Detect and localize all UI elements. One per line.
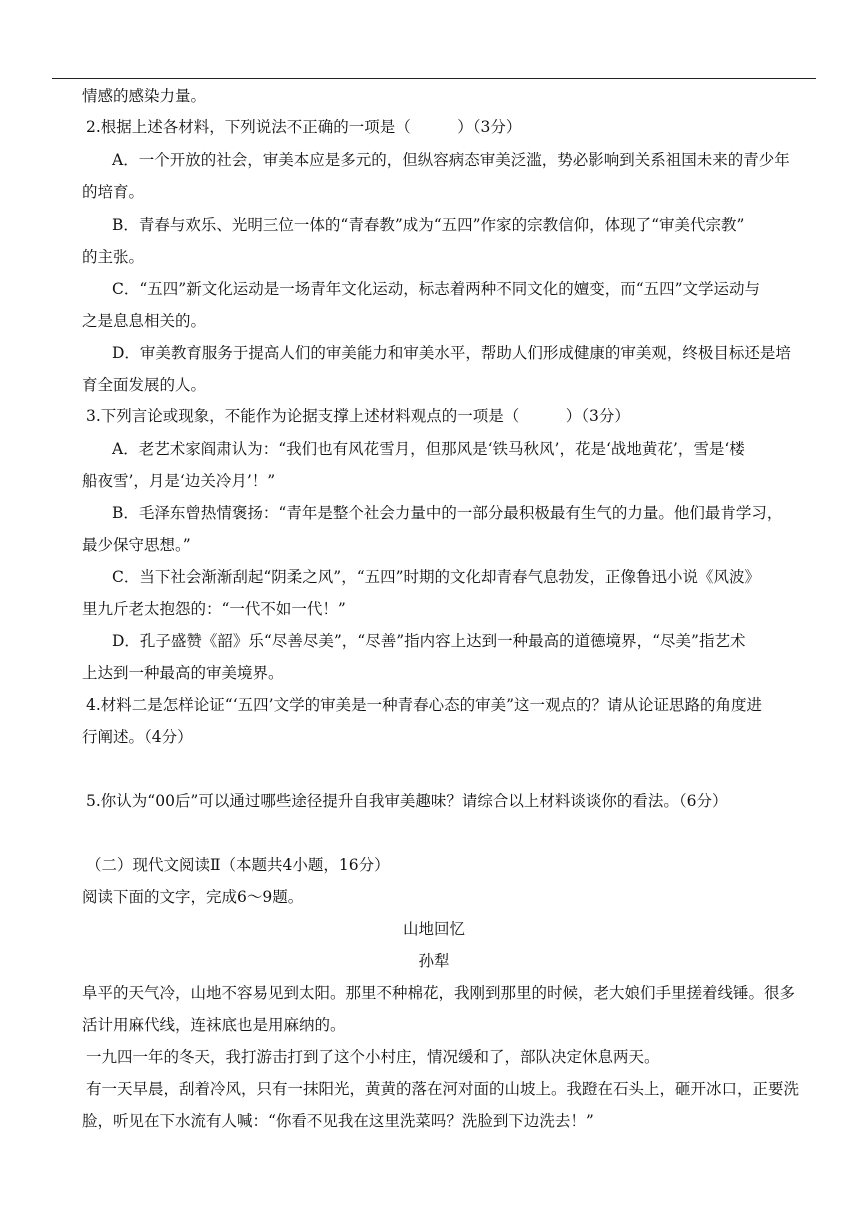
q3-option-d: D．孔子盛赞《韶》乐“尽善尽美”，“尽善”指内容上达到一种最高的道德境界，“尽美”指艺术: [112, 632, 746, 650]
text-line: 的培育。: [82, 183, 145, 201]
passage-paragraph: 阜平的天气冷，山地不容易见到太阳。那里不种棉花，我刚到那里的时候，老大娘们手里搓着线锤。很多: [82, 984, 796, 1002]
question-2: 2.根据上述各材料，下列说法不正确的一项是（ ）（3分）: [86, 118, 522, 136]
reading-instruction: 阅读下面的文字，完成6～9题。: [82, 888, 304, 906]
text-line: 船夜雪’，月是‘边关冷月’！”: [82, 472, 276, 490]
passage-title: 山地回忆: [402, 920, 465, 938]
question-4: 4.材料二是怎样论证“‘五四’文学的审美是一种青春心态的审美”这一观点的？请从论证思路的角度进: [86, 696, 762, 714]
text-line: 之是息息相关的。: [82, 312, 207, 330]
passage-author: 孙犁: [418, 952, 450, 970]
header-rule: [52, 78, 816, 79]
text-line: 里九斤老太抱怨的：“一代不如一代！”: [82, 600, 346, 618]
text-line: 脸，听见在下水流有人喊：“你看不见我在这里洗菜吗？洗脸到下边洗去！”: [82, 1112, 594, 1130]
text-line: 上达到一种最高的审美境界。: [82, 664, 284, 682]
q3-option-a: A．老艺术家阎肃认为：“我们也有风花雪月，但那风是‘铁马秋风’，花是‘战地黄花’，雪是‘楼: [112, 440, 745, 458]
q2-option-b: B．青春与欢乐、光明三位一体的“青春教”成为“五四”作家的宗教信仰，体现了“审美代宗教”: [112, 216, 745, 234]
text-line: 最少保守思想。”: [82, 536, 191, 554]
text-line: 活计用麻代线，连袜底也是用麻纳的。: [82, 1016, 346, 1034]
text-line: 情感的感染力量。: [82, 87, 207, 105]
passage-paragraph: 一九四一年的冬天，我打游击打到了这个小村庄，情况缓和了，部队决定休息两天。: [86, 1048, 660, 1066]
q3-option-b: B．毛泽东曾热情褒扬：“青年是整个社会力量中的一部分最积极最有生气的力量。他们最肯学习，: [112, 504, 783, 522]
q2-option-d: D．审美教育服务于提高人们的审美能力和审美水平，帮助人们形成健康的审美观，终极目标还是培: [112, 344, 791, 362]
text-line: 育全面发展的人。: [82, 376, 207, 394]
passage-paragraph: 有一天早晨，刮着冷风，只有一抹阳光，黄黄的落在河对面的山坡上。我蹬在石头上，砸开冰口，正要洗: [86, 1080, 800, 1098]
question-3: 3.下列言论或现象，不能作为论据支撑上述材料观点的一项是（ ）（3分）: [86, 407, 630, 425]
q2-option-c: C．“五四”新文化运动是一场青年文化运动，标志着两种不同文化的嬗变，而“五四”文学运动与: [112, 280, 761, 298]
text-line: 行阐述。（4分）: [82, 728, 193, 746]
question-5: 5.你认为“00后”可以通过哪些途径提升自我审美趣味？请综合以上材料谈谈你的看法。（6分）: [86, 792, 728, 810]
q2-option-a: A．一个开放的社会，审美本应是多元的，但纵容病态审美泛滥，势必影响到关系祖国未来的青少年: [112, 151, 790, 169]
section-heading: （二）现代文阅读Ⅱ（本题共4小题，16分）: [86, 856, 390, 874]
q3-option-c: C．当下社会渐渐刮起“阴柔之风”，“五四”时期的文化却青春气息勃发，正像鲁迅小说《风波》: [112, 568, 761, 586]
text-line: 的主张。: [82, 248, 145, 266]
